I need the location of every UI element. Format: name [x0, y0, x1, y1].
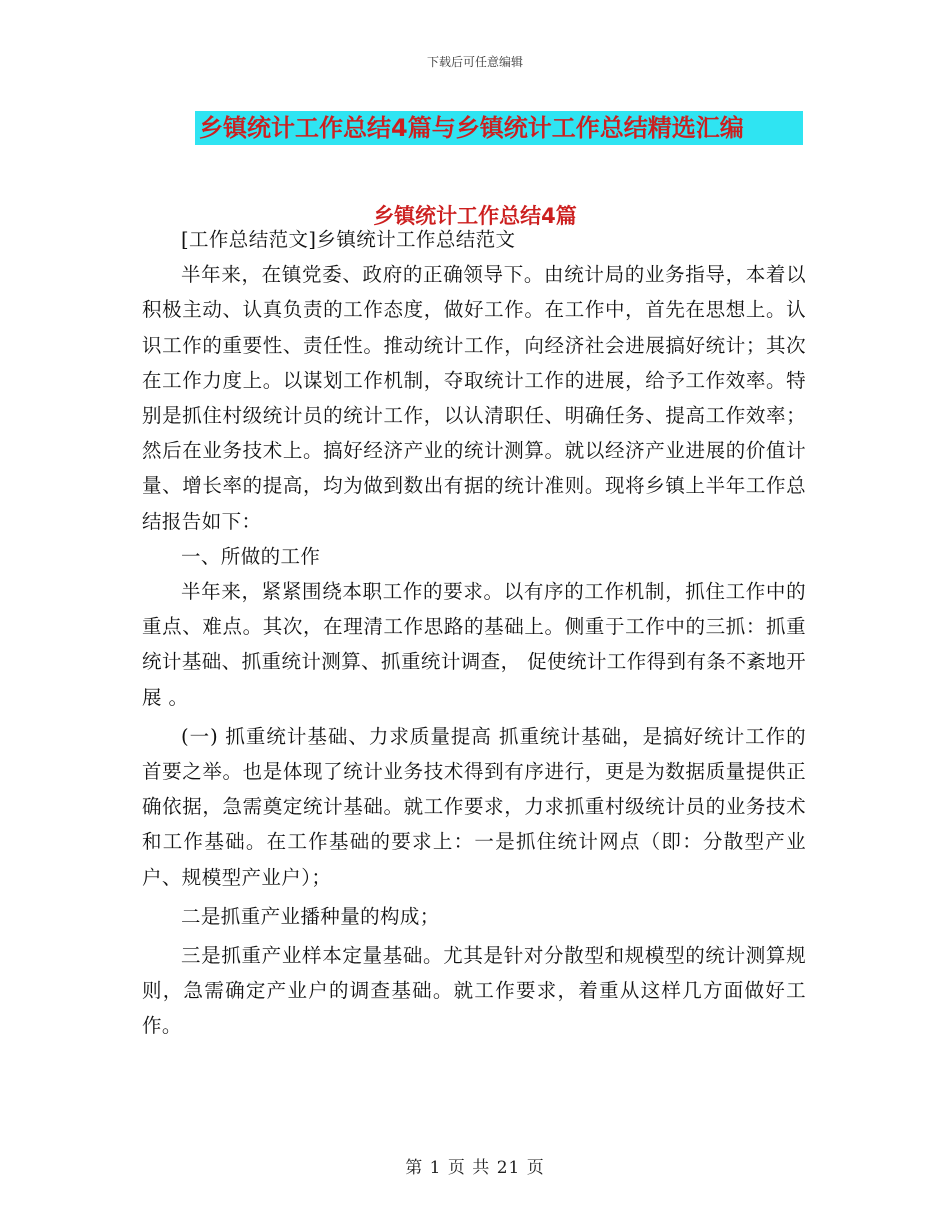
page-footer: 第 1 页 共 21 页 [405, 1158, 545, 1178]
paragraph-item-3: 三是抓重产业样本定量基础。尤其是针对分散型和规模型的统计测算规则，急需确定产业户的调查基础。就工作要求，着重从这样几方面做好工作。 [142, 944, 806, 1038]
paragraph-overview: 半年来，紧紧围绕本职工作的要求。以有序的工作机制，抓住工作中的重点、难点。其次，在理清工作思路的基础上。侧重于工作中的三抓：抓重统计基础、抓重统计测算、抓重统计调查， 促使统计工作得到有条不紊地开展 。 [142, 580, 806, 709]
paragraph-source: [工作总结范文]乡镇统计工作总结范文 [181, 228, 516, 251]
paragraph-item-1: (一) 抓重统计基础、力求质量提高 抓重统计基础，是搞好统计工作的首要之举。也是体现了统计业务技术得到有序进行，更是为数据质量提供正确依据，急需奠定统计基础。就工作要求，力求抓重村级统计员的业务技术和工作基础。在工作基础的要求上：一是抓住统计网点（即：分散型产业户、规模型产业户）； [142, 724, 807, 889]
header-note: 下载后可任意编辑 [426, 55, 523, 69]
section-heading: 一、所做的工作 [181, 544, 321, 568]
document-body [142, 222, 806, 1044]
main-title: 乡镇统计工作总结4篇与乡镇统计工作总结精选汇编 [199, 114, 744, 142]
sub-title: 乡镇统计工作总结4篇 [373, 204, 577, 228]
main-title-highlight [195, 111, 803, 145]
paragraph-item-2: 二是抓重产业播种量的构成； [181, 904, 440, 928]
paragraph-intro: 半年来，在镇党委、政府的正确领导下。由统计局的业务指导，本着以积极主动、认真负责的工作态度，做好工作。在工作中，首先在思想上。认识工作的重要性、责任性。推动统计工作，向经济社会进展搞好统计；其次在工作力度上。以谋划工作机制，夺取统计工作的进展，给予工作效率。特别是抓住村级统计员的统计工作，以认清职任、明确任务、提高工作效率；然后在业务技术上。搞好经济产业的统计测算。就以经济产业进展的价值计量、增长率的提高，均为做到数出有据的统计准则。现将乡镇上半年工作总结报告如下： [142, 263, 806, 533]
